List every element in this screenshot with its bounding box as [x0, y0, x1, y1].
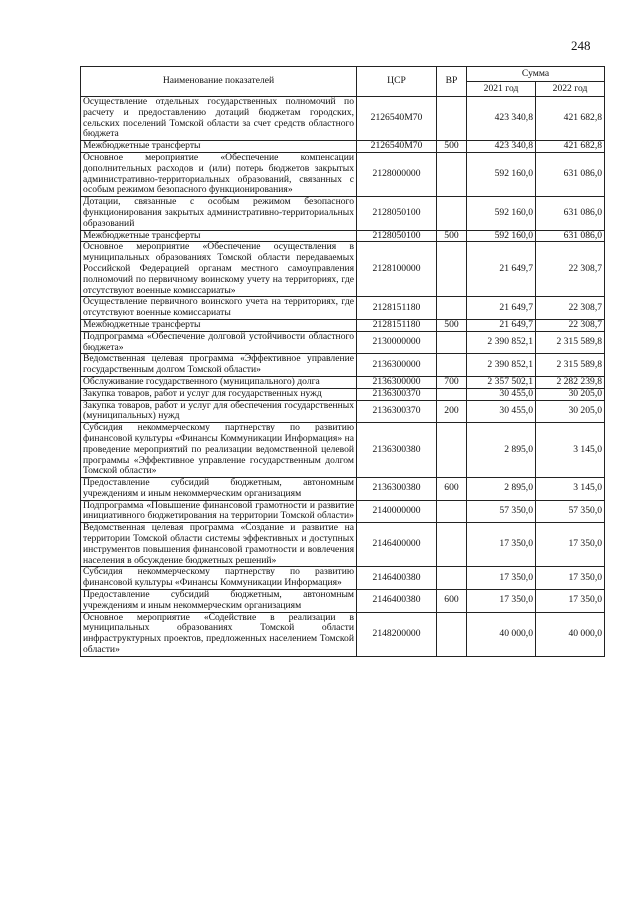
row-2021-cell: 17 350,0 [467, 567, 536, 590]
header-year-2021: 2021 год [467, 82, 536, 97]
row-csr-cell: 2148200000 [357, 612, 437, 656]
row-2022-cell: 30 205,0 [536, 388, 605, 400]
table-row [81, 523, 605, 567]
table-row [81, 331, 605, 354]
row-2022-cell: 22 308,7 [536, 297, 605, 320]
row-2022-cell: 2 315 589,8 [536, 354, 605, 377]
row-name-cell: Основное мероприятие «Содействие в реализации в муниципальных образованиях Томской области инфраструктурных проектов, предложенных населением Томской области» [81, 612, 357, 656]
header-row [81, 67, 605, 82]
row-2021-cell: 2 895,0 [467, 478, 536, 501]
row-name-cell: Межбюджетные трансферты [81, 141, 357, 153]
row-csr-cell: 2136300380 [357, 478, 437, 501]
row-2022-cell: 631 086,0 [536, 152, 605, 196]
row-name-cell: Ведомственная целевая программа «Создание и развитие на территории Томской области системы эффективных и доступных инструментов повышения финансовой грамотности и вовлечения населения в обсуждение бюджетных решений» [81, 523, 357, 567]
row-csr-cell: 2146400380 [357, 590, 437, 613]
row-2021-cell: 592 160,0 [467, 197, 536, 230]
row-csr-cell: 2128151180 [357, 297, 437, 320]
table-row [81, 141, 605, 153]
row-name-cell: Основное мероприятие «Обеспечение компенсации дополнительных расходов и (или) потерь бюджетов закрытых административно-территориальных образований, связанных с особым режимом безопасного функционирования» [81, 152, 357, 196]
row-name-cell: Межбюджетные трансферты [81, 319, 357, 331]
row-vr-cell: 500 [437, 141, 467, 153]
table-row [81, 319, 605, 331]
row-csr-cell: 2128000000 [357, 152, 437, 196]
table-row [81, 612, 605, 656]
row-vr-cell [437, 297, 467, 320]
row-2022-cell: 421 682,8 [536, 141, 605, 153]
table-row [81, 388, 605, 400]
table-row [81, 500, 605, 523]
page-number: 248 [571, 38, 591, 53]
row-csr-cell: 2136300370 [357, 400, 437, 423]
row-vr-cell: 500 [437, 319, 467, 331]
row-vr-cell [437, 388, 467, 400]
table-row [81, 567, 605, 590]
row-csr-cell: 2146400380 [357, 567, 437, 590]
row-2021-cell: 17 350,0 [467, 590, 536, 613]
row-vr-cell [437, 354, 467, 377]
row-2022-cell: 40 000,0 [536, 612, 605, 656]
row-vr-cell [437, 152, 467, 196]
row-2021-cell: 30 455,0 [467, 388, 536, 400]
row-2022-cell: 30 205,0 [536, 400, 605, 423]
row-2021-cell: 21 649,7 [467, 297, 536, 320]
row-csr-cell: 2140000000 [357, 500, 437, 523]
row-csr-cell: 2128050100 [357, 197, 437, 230]
row-2021-cell: 21 649,7 [467, 319, 536, 331]
row-2021-cell: 592 160,0 [467, 152, 536, 196]
row-csr-cell: 2128100000 [357, 242, 437, 297]
row-csr-cell: 2130000000 [357, 331, 437, 354]
row-csr-cell: 2136300370 [357, 388, 437, 400]
row-name-cell: Субсидия некоммерческому партнерству по развитию финансовой культуры «Финансы Коммуникации Информация» [81, 567, 357, 590]
row-vr-cell [437, 331, 467, 354]
row-2022-cell: 3 145,0 [536, 478, 605, 501]
row-2021-cell: 30 455,0 [467, 400, 536, 423]
row-name-cell: Закупка товаров, работ и услуг для обеспечения государственных (муниципальных) нужд [81, 400, 357, 423]
row-name-cell: Осуществление отдельных государственных полномочий по расчету и предоставлению дотаций бюджетам городских, сельских поселений Томской области за счет средств областного бюджета [81, 97, 357, 141]
table-row [81, 400, 605, 423]
row-csr-cell: 2126540М70 [357, 141, 437, 153]
row-name-cell: Подпрограмма «Обеспечение долговой устойчивости областного бюджета» [81, 331, 357, 354]
row-2022-cell: 17 350,0 [536, 567, 605, 590]
row-name-cell: Предоставление субсидий бюджетным, автономным учреждениям и иным некоммерческим организациям [81, 590, 357, 613]
row-name-cell: Межбюджетные трансферты [81, 230, 357, 242]
row-name-cell: Дотации, связанные с особым режимом безопасного функционирования закрытых административно-территориальных образований [81, 197, 357, 230]
header-name: Наименование показателей [81, 67, 357, 97]
row-vr-cell [437, 97, 467, 141]
row-vr-cell [437, 197, 467, 230]
row-vr-cell: 600 [437, 478, 467, 501]
row-2022-cell: 631 086,0 [536, 230, 605, 242]
row-2021-cell: 40 000,0 [467, 612, 536, 656]
row-2022-cell: 631 086,0 [536, 197, 605, 230]
row-csr-cell: 2136300380 [357, 423, 437, 478]
row-vr-cell [437, 423, 467, 478]
row-2022-cell: 3 145,0 [536, 423, 605, 478]
header-year-2022: 2022 год [536, 82, 605, 97]
row-csr-cell: 2128050100 [357, 230, 437, 242]
row-name-cell: Обслуживание государственного (муниципального) долга [81, 376, 357, 388]
table-row [81, 590, 605, 613]
row-2022-cell: 2 282 239,8 [536, 376, 605, 388]
row-vr-cell [437, 523, 467, 567]
row-2021-cell: 2 390 852,1 [467, 354, 536, 377]
header-sum: Сумма [467, 67, 605, 82]
budget-table [80, 66, 605, 657]
row-csr-cell: 2126540М70 [357, 97, 437, 141]
table-row [81, 197, 605, 230]
row-name-cell: Ведомственная целевая программа «Эффективное управление государственным долгом Томской области» [81, 354, 357, 377]
table-row [81, 97, 605, 141]
row-2022-cell: 57 350,0 [536, 500, 605, 523]
row-2021-cell: 57 350,0 [467, 500, 536, 523]
row-2022-cell: 22 308,7 [536, 319, 605, 331]
row-vr-cell: 200 [437, 400, 467, 423]
row-2022-cell: 17 350,0 [536, 590, 605, 613]
table-row [81, 297, 605, 320]
table-row [81, 242, 605, 297]
row-vr-cell: 700 [437, 376, 467, 388]
row-vr-cell [437, 242, 467, 297]
row-vr-cell: 600 [437, 590, 467, 613]
row-vr-cell: 500 [437, 230, 467, 242]
row-name-cell: Подпрограмма «Повышение финансовой грамотности и развитие инициативного бюджетирования на территории Томской области» [81, 500, 357, 523]
header-vr: ВР [437, 67, 467, 97]
row-2022-cell: 22 308,7 [536, 242, 605, 297]
row-2022-cell: 17 350,0 [536, 523, 605, 567]
table-row [81, 423, 605, 478]
row-name-cell: Субсидия некоммерческому партнерству по развитию финансовой культуры «Финансы Коммуникации Информация» на проведение мероприятий по реализации ведомственной целевой программы «Эффективное управление государственным долгом Томской области» [81, 423, 357, 478]
row-2021-cell: 592 160,0 [467, 230, 536, 242]
row-csr-cell: 2146400000 [357, 523, 437, 567]
row-name-cell: Закупка товаров, работ и услуг для государственных нужд [81, 388, 357, 400]
table-row [81, 354, 605, 377]
table-row [81, 478, 605, 501]
row-csr-cell: 2128151180 [357, 319, 437, 331]
row-vr-cell [437, 567, 467, 590]
row-2021-cell: 17 350,0 [467, 523, 536, 567]
row-2022-cell: 421 682,8 [536, 97, 605, 141]
row-2021-cell: 21 649,7 [467, 242, 536, 297]
row-vr-cell [437, 612, 467, 656]
row-name-cell: Осуществление первичного воинского учета на территориях, где отсутствуют военные комиссариаты [81, 297, 357, 320]
row-2021-cell: 2 390 852,1 [467, 331, 536, 354]
row-2021-cell: 2 895,0 [467, 423, 536, 478]
table-row [81, 152, 605, 196]
row-vr-cell [437, 500, 467, 523]
row-name-cell: Предоставление субсидий бюджетным, автономным учреждениям и иным некоммерческим организациям [81, 478, 357, 501]
table-row [81, 230, 605, 242]
row-csr-cell: 2136300000 [357, 354, 437, 377]
row-csr-cell: 2136300000 [357, 376, 437, 388]
row-name-cell: Основное мероприятие «Обеспечение осуществления в муниципальных образованиях Томской области передаваемых Российской Федерацией органам местного самоуправления полномочий по первичному воинскому учету на территориях, где отсутствуют военные комиссариаты» [81, 242, 357, 297]
row-2021-cell: 423 340,8 [467, 97, 536, 141]
row-2021-cell: 423 340,8 [467, 141, 536, 153]
row-2022-cell: 2 315 589,8 [536, 331, 605, 354]
header-csr: ЦСР [357, 67, 437, 97]
row-2021-cell: 2 357 502,1 [467, 376, 536, 388]
table-row [81, 376, 605, 388]
